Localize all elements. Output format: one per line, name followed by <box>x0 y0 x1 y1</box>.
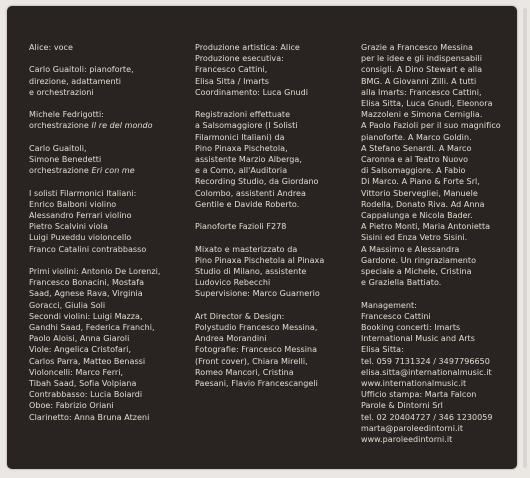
email-line: marta@paroleedintorni.it <box>361 423 464 433</box>
credit-line: Saad, Agnese Rava, Virginia <box>29 289 143 299</box>
credit-line: Vittorio Sbervegliei, Manuele <box>361 188 478 198</box>
credit-line: A Stefano Senardi. A Marco <box>361 143 472 153</box>
credit-line: a Salsomaggiore (I Solisti <box>195 121 298 131</box>
credit-line: Francesco Cattini <box>361 311 431 321</box>
credit-line: Carlo Guaitoli: pianoforte, <box>29 65 134 75</box>
booklet-edge <box>523 8 527 468</box>
credit-text: orchestrazione <box>29 166 92 176</box>
credit-line: Pino Pinaxa Pischetola al Pinaxa <box>195 255 325 265</box>
credit-line: Filarmonici Italiani) da <box>195 132 285 142</box>
credit-line: Francesco Cattini, <box>195 65 268 75</box>
credit-line: alla Imarts: Francesco Cattini, <box>361 87 482 97</box>
credit-line <box>29 120 185 131</box>
credit-line: Recording Studio, da Giordano <box>195 177 319 187</box>
credit-line: Francesco Bonacini, Mostafa <box>29 278 145 288</box>
credit-line: Rodella, Donato Riva. Ad Anna <box>361 199 485 209</box>
credit-line: consigli. A Dino Stewart e alla <box>361 65 483 75</box>
credit-line: Registrazioni effettuate <box>195 110 291 120</box>
credit-line: Produzione artistica: Alice <box>195 43 300 52</box>
credit-line: Produzione esecutiva: <box>195 54 284 64</box>
credit-line: assistente Marzio Alberga, <box>195 155 302 165</box>
credit-line: Pianoforte Fazioli F278 <box>195 222 287 232</box>
credit-line: Caronna e al Teatro Nuovo <box>361 155 469 165</box>
credit-line: Mazzoleni e Simona Cerniglia. <box>361 110 483 120</box>
credit-line: Alice: voce <box>29 43 73 52</box>
credit-line: Colombo, assistenti Andrea <box>195 188 306 198</box>
credit-line: Paesani, Flavio Francescangeli <box>195 379 318 389</box>
credit-line: Polystudio Francesco Messina, <box>195 323 318 333</box>
credit-line: Enrico Balboni violino <box>29 199 117 209</box>
credit-line: e a Como, all'Auditoria <box>195 166 288 176</box>
credit-text: orchestrazione <box>29 121 92 131</box>
credit-line: di Salsomaggiore. A Fabio <box>361 166 466 176</box>
credit-line: Clarinetto: Anna Bruna Atzeni <box>29 412 150 422</box>
credit-line: speciale a Michele, Cristina <box>361 267 472 277</box>
credit-line: Oboe: Fabrizio Oriani <box>29 401 114 411</box>
credit-line: (Front cover), Chiara Mirelli, <box>195 356 308 366</box>
credit-line: Sisini ed Enza Vetro Sisini. <box>361 233 468 243</box>
credit-line <box>29 165 185 176</box>
credit-line: Supervisione: Marco Guarnerio <box>195 289 320 299</box>
credit-line: Elisa Sitta: <box>361 345 404 355</box>
credit-line: Alessandro Ferrari violino <box>29 210 132 220</box>
credit-line: Paolo Aloisi, Anna Giaroli <box>29 334 130 344</box>
credit-line: Art Director & Design: <box>195 311 285 321</box>
credit-line: Romeo Mancori, Cristina <box>195 367 294 377</box>
credit-line: Pino Pinaxa Pischetola, <box>195 143 288 153</box>
credit-line: Tibah Saad, Sofia Volpiana <box>29 379 137 389</box>
credit-line: tel. 059 7131324 / 3497796650 <box>361 356 490 366</box>
credit-line: Elisa Sitta / Imarts <box>195 76 270 86</box>
credit-line: direzione, adattamenti <box>29 76 122 86</box>
credit-line: Contrabbasso: Lucia Boiardi <box>29 390 143 400</box>
credit-line: International Music and Arts <box>361 334 475 344</box>
credit-line: Gentile e Davide Roberto. <box>195 199 300 209</box>
website-line: www.internationalmusic.it <box>361 379 467 389</box>
credit-line: Carlos Parra, Matteo Benassi <box>29 356 146 366</box>
email-line: elisa.sitta@internationalmusic.it <box>361 367 492 377</box>
credit-line: I solisti Filarmonici Italiani: <box>29 188 137 198</box>
credit-line: Gandhi Saad, Federica Franchi, <box>29 323 155 332</box>
credit-line: Ufficio stampa: Marta Falcon <box>361 390 477 400</box>
credit-line: Management: <box>361 300 417 310</box>
song-title: Eri con me <box>91 166 135 176</box>
credit-line: A Massimo e Alessandra <box>361 244 460 254</box>
website-line: www.paroleedintorni.it <box>361 435 453 445</box>
credit-line: e Graziella Battiato. <box>361 278 442 288</box>
credit-line: per le idee e gli indispensabili <box>361 54 482 64</box>
credit-line: Ludovico Rebecchi <box>195 278 271 288</box>
credit-line: A Pietro Monti, Maria Antonietta <box>361 222 491 232</box>
credit-line: Carlo Guaitoli, <box>29 143 87 153</box>
credit-line: Luigi Puxeddu violoncello <box>29 233 132 243</box>
credit-line: Fotografie: Francesco Messina <box>195 345 318 355</box>
credits-column-production <box>195 42 355 389</box>
credit-line: Pietro Scalvini viola <box>29 222 108 232</box>
credit-line: pianoforte. A Marco Goldin. <box>361 132 472 142</box>
credit-line: e orchestrazioni <box>29 87 94 97</box>
credit-line: Violoncelli: Marco Ferri, <box>29 367 124 377</box>
booklet-page <box>7 6 517 469</box>
credit-line: Michele Fedrigotti: <box>29 110 104 120</box>
credit-line: Grazie a Francesco Messina <box>361 43 473 52</box>
credit-line: Franco Catalini contrabbasso <box>29 244 147 254</box>
credit-line: Simone Benedetti <box>29 154 102 164</box>
song-title: Il re del mondo <box>91 121 153 131</box>
credits-column-performers <box>29 42 185 423</box>
credit-line: Booking concerti: Imarts <box>361 323 461 333</box>
credit-line: Parole & Dintorni Srl <box>361 401 443 411</box>
credit-line: Andrea Morandini <box>195 334 267 344</box>
credit-line: Coordinamento: Luca Gnudi <box>195 87 308 97</box>
credit-line: Di Marco. A Piano & Forte Srl, <box>361 177 480 187</box>
credit-line: Goracci, Giulia Soli <box>29 300 106 310</box>
credit-line: A Paolo Fazioli per il suo magnifico <box>361 121 501 131</box>
credit-line: Cappalunga e Nicola Bader. <box>361 211 473 221</box>
credit-line: tel. 02 20404727 / 346 1230059 <box>361 412 493 422</box>
credit-line: BMG. A Giovanni Zilli. A tutti <box>361 76 477 86</box>
credit-line: Secondi violini: Luigi Mazza, <box>29 311 143 321</box>
credit-line: Mixato e masterizzato da <box>195 244 298 254</box>
credit-line: Viole: Angelica Cristofari, <box>29 345 132 355</box>
credits-column-thanks <box>361 42 511 445</box>
credit-line: Studio di Milano, assistente <box>195 267 307 277</box>
credit-line: Gardone. Un ringraziamento <box>361 255 477 265</box>
credit-line: Elisa Sitta, Luca Gnudi, Eleonora <box>361 99 493 109</box>
credit-line: Primi violini: Antonio De Lorenzi, <box>29 266 161 276</box>
